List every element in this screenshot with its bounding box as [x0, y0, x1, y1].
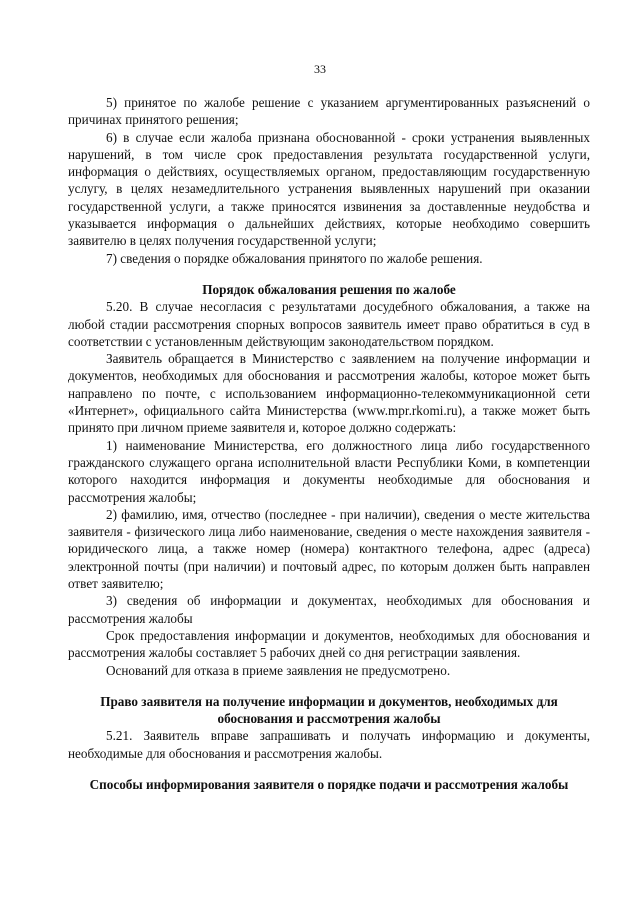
paragraph: 3) сведения об информации и документах, необходимых для обоснования и рассмотрения жалобы	[68, 593, 590, 626]
paragraph: 7) сведения о порядке обжалования принятого по жалобе решения.	[106, 250, 483, 266]
paragraph: 5) принятое по жалобе решение с указанием аргументированных разъяснений о причинах принятого решения;	[68, 95, 590, 128]
paragraph: Заявитель обращается в Министерство с заявлением на получение информации и документов, необходимых для обоснования и рассмотрения жалобы, которое может быть направлено по почте, с использованием информационно-телекоммуникационной сети «Интернет», официального сайта Министерства (www.mpr.rkomi.ru), а также может быть принято при личном приеме заявителя и, которое должно содержать:	[68, 351, 590, 436]
section-heading: Право заявителя на получение информации и документов, необходимых для обоснования и рассмотрения жалобы	[100, 693, 558, 727]
paragraph: Срок предоставления информации и документов, необходимых для обоснования и рассмотрения жалобы составляет 5 рабочих дней со дня регистрации заявления.	[68, 627, 590, 661]
page-number: 33	[314, 62, 326, 76]
paragraph: 5.21. Заявитель вправе запрашивать и получать информацию и документы, необходимые для обоснования и рассмотрения жалобы.	[68, 728, 590, 761]
paragraph: Оснований для отказа в приеме заявления не предусмотрено.	[106, 662, 451, 678]
section-heading: Порядок обжалования решения по жалобе	[202, 281, 456, 297]
paragraph: 1) наименование Министерства, его должностного лица либо государственного гражданского служащего органа исполнительной власти Республики Коми, в компетенции которого находится информация и документы необходимые для обоснования и рассмотрения жалобы;	[68, 437, 590, 505]
document-body	[68, 94, 590, 793]
paragraph: 6) в случае если жалоба признана обоснованной - сроки устранения выявленных нарушений, в том числе срок предоставления результата государственной услуги, информация о действиях, осуществляемых органом, предоставляющим государственную услугу, в целях незамедлительного устранения выявленных нарушений при оказании государственной услуги, а также приносятся извинения за доставленные неудобства и указывается информация о дальнейших действиях, которые необходимо совершить заявителю в целях получения государственной услуги;	[68, 129, 590, 249]
paragraph: 2) фамилию, имя, отчество (последнее - при наличии), сведения о месте жительства заявителя - физического лица либо наименование, сведения о месте нахождения заявителя - юридического лица, а также номер (номера) контактного телефона, адрес (адреса) электронной почты (при наличии) и почтовый адрес, по которым должен быть направлен ответ заявителю;	[68, 506, 590, 592]
section-heading: Способы информирования заявителя о порядке подачи и рассмотрения жалобы	[89, 776, 569, 792]
paragraph: 5.20. В случае несогласия с результатами досудебного обжалования, а также на любой стадии рассмотрения спорных вопросов заявитель имеет право обратиться в суд в соответствии с установленным действующим законодательством порядком.	[68, 299, 590, 349]
